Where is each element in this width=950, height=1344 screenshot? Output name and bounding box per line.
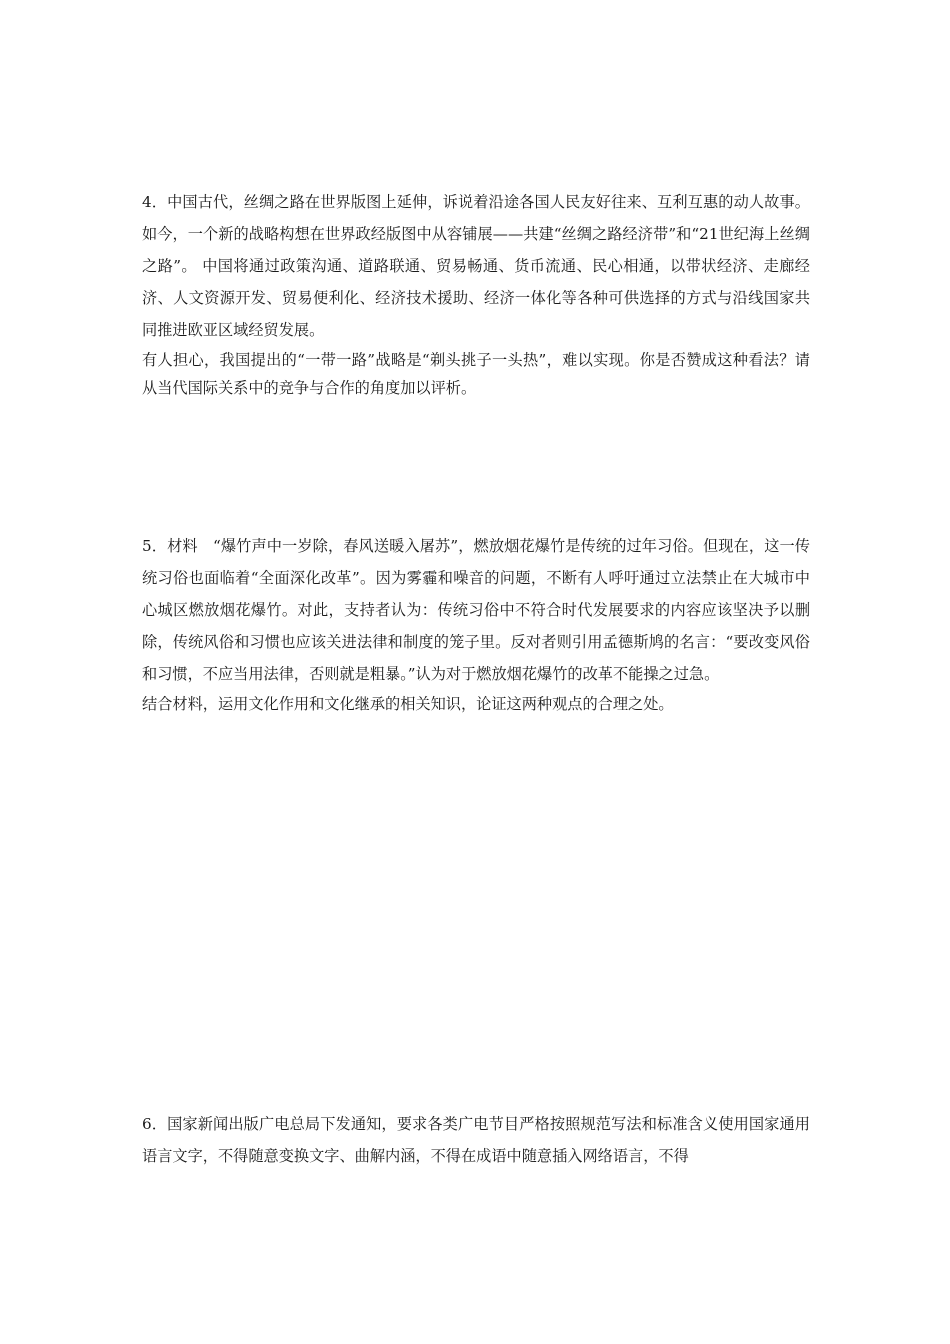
question-4 (142, 186, 810, 402)
question-6-material: 6．国家新闻出版广电总局下发通知，要求各类广电节目严格按照规范写法和标准含义使用国家通用语言文字，不得随意变换文字、曲解内涵，不得在成语中随意插入网络语言，不得 (142, 1115, 810, 1165)
question-4-prompt: 有人担心，我国提出的“一带一路”战略是“剃头挑子一头热”，难以实现。你是否赞成这种看法？请从当代国际关系中的竞争与合作的角度加以评析。 (142, 351, 810, 397)
question-5-material: 5．材料 “爆竹声中一岁除，春风送暖入屠苏”，燃放烟花爆竹是传统的过年习俗。但现在，这一传统习俗也面临着“全面深化改革”。因为雾霾和噪音的问题，不断有人呼吁通过立法禁止在大城市中心城区燃放烟花爆竹。对此，支持者认为：传统习俗中不符合时代发展要求的内容应该坚决予以删除，传统风俗和习惯也应该关进法律和制度的笼子里。反对者则引用孟德斯鸠的名言：“要改变风俗和习惯，不应当用法律，否则就是粗暴。”认为对于燃放烟花爆竹的改革不能操之过急。 (142, 537, 810, 683)
question-5-prompt: 结合材料，运用文化作用和文化继承的相关知识，论证这两种观点的合理之处。 (142, 695, 674, 713)
question-6 (142, 1108, 810, 1172)
question-4-material: 4．中国古代，丝绸之路在世界版图上延伸，诉说着沿途各国人民友好往来、互利互惠的动人故事。如今，一个新的战略构想在世界政经版图中从容铺展——共建“丝绸之路经济带”和“21世纪海上丝绸之路”。 中国将通过政策沟通、道路联通、贸易畅通、货币流通、民心相通，以带状经济、走廊经济、人文资源开发、贸易便利化、经济技术援助、经济一体化等各种可供选择的方式与沿线国家共同推进欧亚区域经贸发展。 (142, 193, 810, 339)
question-5 (142, 530, 810, 718)
